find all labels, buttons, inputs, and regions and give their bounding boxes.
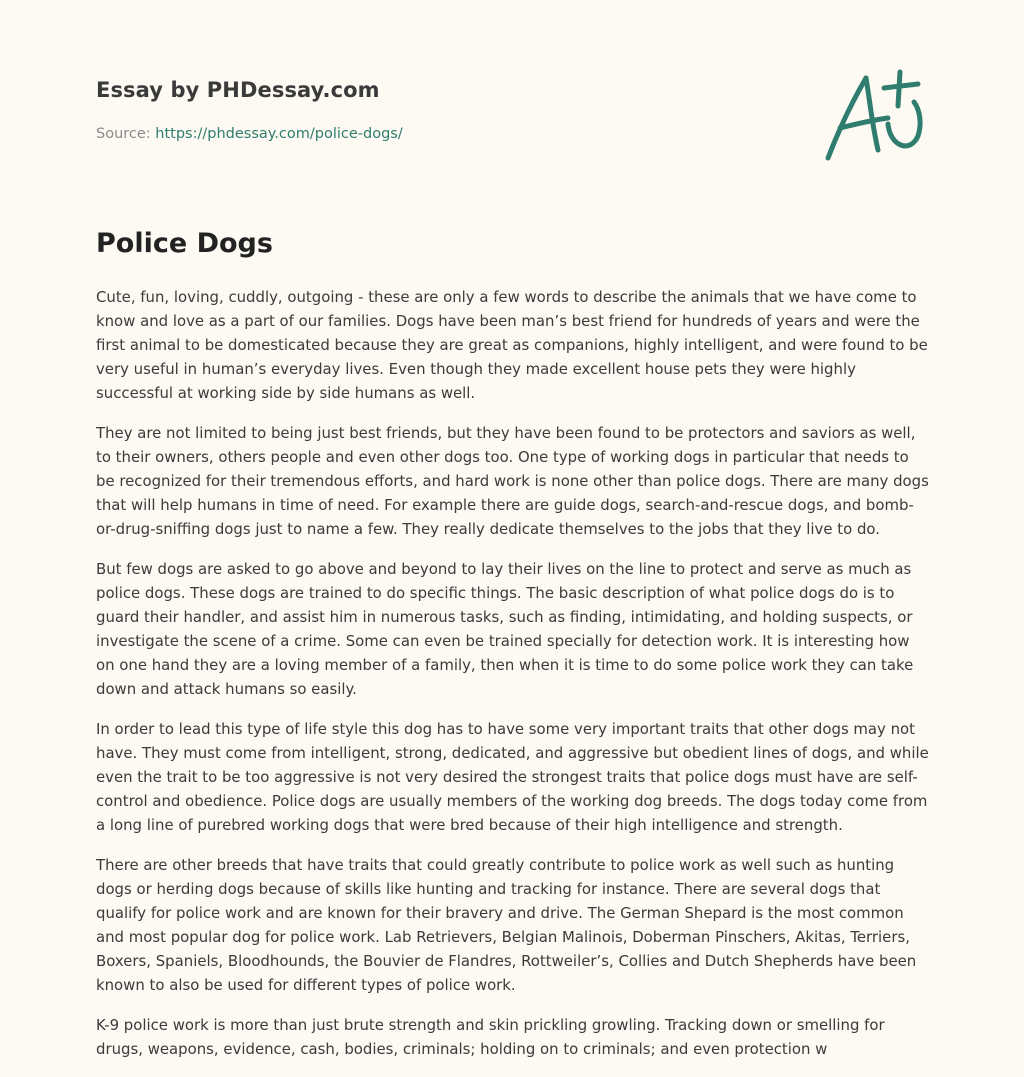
- essay-paragraph: K-9 police work is more than just brute strength and skin prickling growling. Tracking down or smelling for drugs, weapons, evidence, cash, bodies, criminals; holding on to criminals; and even protection w: [96, 1016, 885, 1058]
- source-label: Source:: [96, 126, 156, 142]
- essay-header: [96, 74, 928, 144]
- page-title: Police Dogs: [96, 228, 273, 259]
- essay-paragraph: In order to lead this type of life style this dog has to have some very important traits that other dogs may not have. They must come from intelligent, strong, dedicated, and aggressive but obedient lines of dogs, and while even the trait to be too aggressive is not very desired the strongest traits that police dogs must have are self-control and obedience. Police dogs are usually members of the working dog breeds. The dogs today come from a long line of purebred working dogs that were bred because of their high intelligence and strength.: [96, 720, 929, 834]
- a-plus-grade-icon: [818, 62, 930, 170]
- source-link[interactable]: https://phdessay.com/police-dogs/: [155, 126, 403, 142]
- essay-body: [96, 285, 932, 1077]
- brand-title: Essay by PHDessay.com: [96, 78, 380, 102]
- essay-paragraph: They are not limited to being just best friends, but they have been found to be protectors and saviors as well, to their owners, others people and even other dogs too. One type of working dogs in particular that needs to be recognized for their tremendous efforts, and hard work is none other than police dogs. There are many dogs that will help humans in time of need. For example there are guide dogs, search-and-rescue dogs, and bomb-or-drug-sniffing dogs just to name a few. They really dedicate themselves to the jobs that they live to do.: [96, 424, 929, 538]
- source-line: [96, 124, 928, 144]
- essay-paragraph: But few dogs are asked to go above and beyond to lay their lives on the line to protect and serve as much as police dogs. These dogs are trained to do specific things. The basic description of what police dogs do is to guard their handler, and assist him in numerous tasks, such as finding, intimidating, and holding suspects, or investigate the scene of a crime. Some can even be trained specially for detection work. It is interesting how on one hand they are a loving member of a family, then when it is time to do some police work they can take down and attack humans so easily.: [96, 560, 914, 698]
- essay-paragraph: Cute, fun, loving, cuddly, outgoing - these are only a few words to describe the animals that we have come to know and love as a part of our families. Dogs have been man’s best friend for hundreds of years and were the first animal to be domesticated because they are great as companions, highly intelligent, and were found to be very useful in human’s everyday lives. Even though they made excellent house pets they were highly successful at working side by side humans as well.: [96, 288, 928, 402]
- essay-paragraph: There are other breeds that have traits that could greatly contribute to police work as well such as hunting dogs or herding dogs because of skills like hunting and tracking for instance. There are several dogs that qualify for police work and are known for their bravery and drive. The German Shepard is the most common and most popular dog for police work. Lab Retrievers, Belgian Malinois, Doberman Pinschers, Akitas, Terriers, Boxers, Spaniels, Bloodhounds, the Bouvier de Flandres, Rottweiler’s, Collies and Dutch Shepherds have been known to also be used for different types of police work.: [96, 856, 917, 994]
